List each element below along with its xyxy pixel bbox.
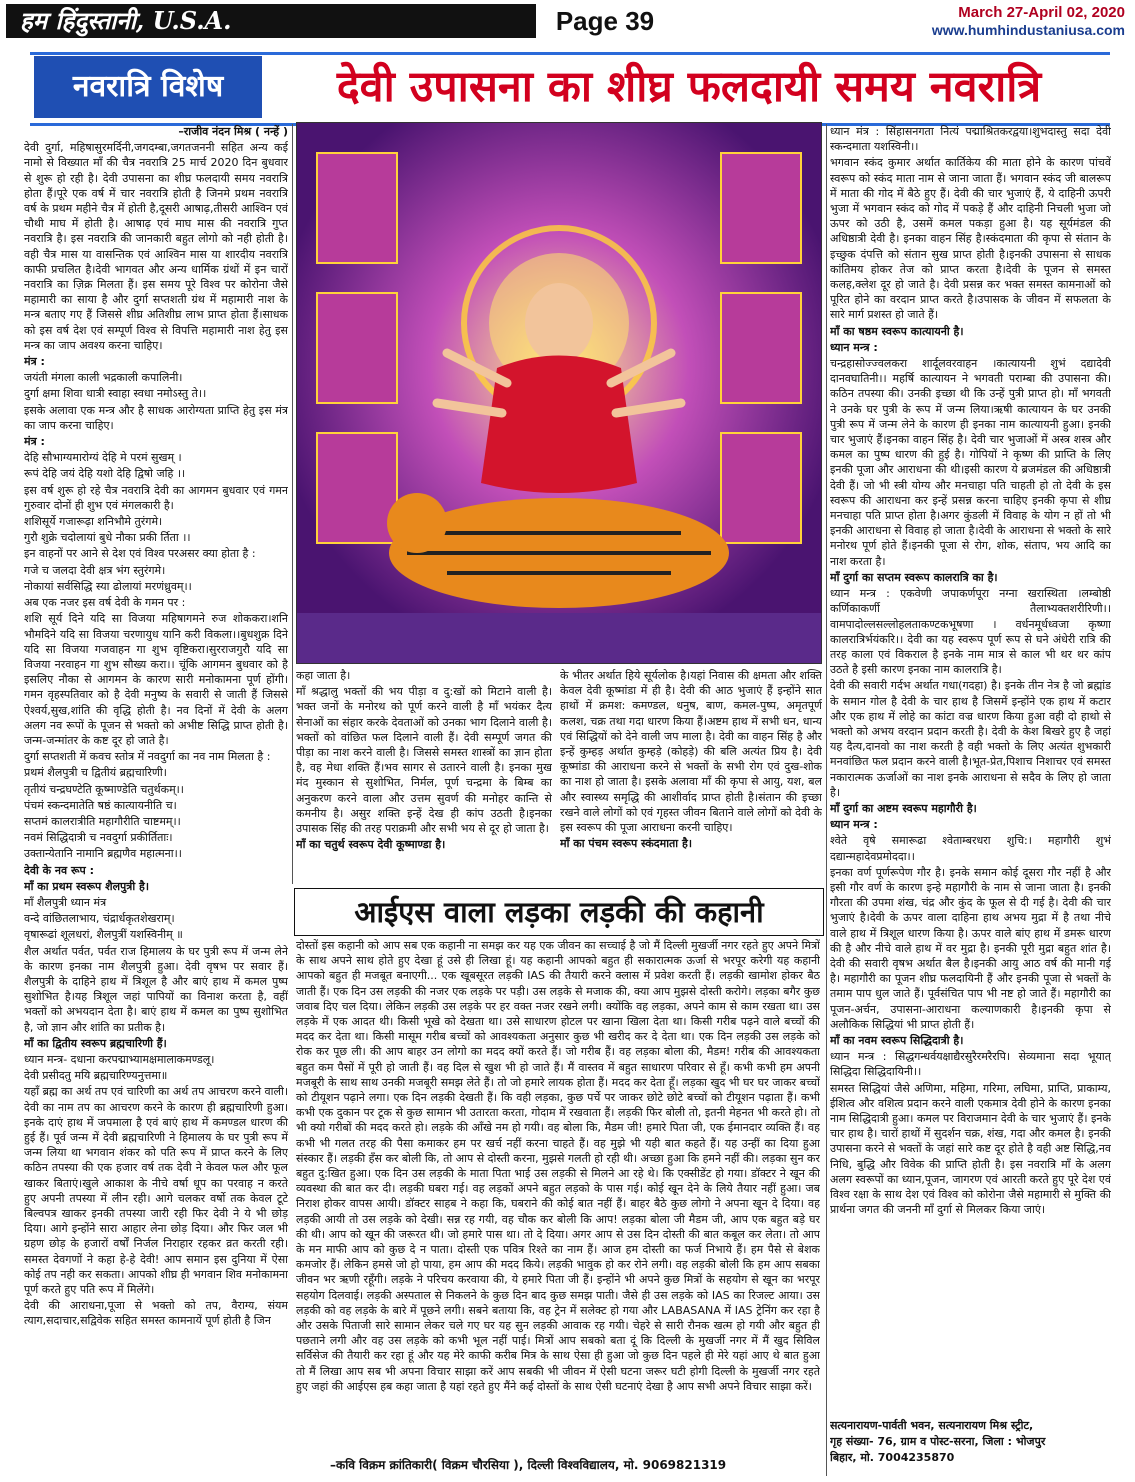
paragraph: नवमं सिद्धिदात्री च नवदुर्गा प्रकीर्तिताः। [24,831,173,845]
paragraph: यहाँ ब्रह्म का अर्थ तप एवं चारिणी का अर्थ तप आचरण करने वाली। देवी का नाम तप का आचरण करने के कारण ही ब्रह्मचारिणी हुआ। इनके दाएं हाथ में जपमाला है एवं बाएं हाथ में कमण्डल धारण की हुई हैं। पूर्व जन्म में देवी ब्रह्मचारिणी ने हिमालय के घर पुत्री रूप में जन्म लिया था भगवान शंकर को पति रूप में प्राप्त करने के लिए कठिन तपस्या की एक हजार वर्ष तक देवी ने केवल फल और फूल खाकर बिताएं।खुले आकाश के नीचे वर्षा धूप का परवाह न करते हुए अपनी तपस्या में लीन रही। आगे चलकर वर्षो तक केवल टूटे बिल्वपत्र खाकर इनकी तपस्या जारी रही फिर देवी ने ये भी छोड़ दिया। आगे इन्होंने सारा आहार लेना छोड़ दिया। और फिर जल भी ग्रहण छोड़ के हजारों वर्षों निर्जल निराहार रहकर व्रत करती रही।समस्त देवगणों ने कहा हे-हे देवी! आप समान इस दुनिया में ऐसा कोई तप नही कर सकता। आपको शीघ्र ही भगवान शिव मनोकामना पूर्ण करते हुए पति रूप में मिलेंगे। [24,1085,288,1297]
paragraph: शैल अर्थात पर्वत, पर्वत राज हिमालय के घर पुत्री रूप में जन्म लेने के कारण इनका नाम शैलपुत्री हुआ। देवी वृषभ पर सवार हैं। शैलपुत्री के दाहिने हाथ में त्रिशूल है और बाएं हाथ में कमल पुष्प सुशोभित है।यह त्रिशूल जहां पापियों का विनाश करता है, वहीं भक्तों को अभयदान देता है। बाएं हाथ में कमल का पुष्प सुशोभित है, जो ज्ञान और शांति का प्रतीक है। [24,944,288,1034]
paragraph: माँ का प्रथम स्वरूप शैलपुत्री है। [24,879,150,893]
paragraph: चन्द्रहासोज्ज्वलकरा शार्दूलवरवाहन ।कात्यायनी शुभं दद्यादेवी दानवघातिनी।। महर्षि कात्यायन ने भगवती पराम्बा की उपासना की। कठिन तपस्या की। उनकी इच्छा थी कि उन्हें पुत्री प्राप्त हो। माँ भगवती ने उनके घर पुत्री के रूप में जन्म लिया।ऋषी कात्यायन के घर उनकी पुत्री रूप में जन्म लेने के कारण ही इनका नाम कात्यायनी हुआ। इनकी चार भुजाएं हैं।इनका वाहन सिंह है। देवी चार भुजाओं में अस्त्र शस्त्र और कमल का पुष्प धारण की हुई है। गोपियों ने कृष्ण की प्राप्ति के लिए इनकी पूजा और आराधना की थी।इसी कारण ये ब्रजमंडल की अधिष्ठात्री देवी हैं। जो भी स्त्री योग्य और मनचाहा पति चाहती हो तो देवी के इस स्वरूप की आराधना कर इन्हें प्रसन्न करना चाहिए इनकी कृपा से शीघ्र मनचाहा पति प्राप्त होता है।अगर कुंडली में विवाह के योग न हों तो भी इनकी आराधना से विवाह हो जाता है।देवी के आराधना से भक्तो के सारे मनोरथ पूर्ण होते हैं।इनकी पूजा से रोग, शोक, संताप, भय आदि का नाश करता है। [830,357,1111,568]
section-label: नवरात्रि विशेष [34,56,262,118]
page-headline: देवी उपासना का शीघ्र फलदायी समय नवरात्रि [336,62,1042,112]
paragraph: माँ दुर्गा का अष्टम स्वरूप महागौरी है। [830,801,977,815]
paragraph: नोकायां सर्वसिद्धि स्या ढोलायां मरणंध्रुवम्।। [24,579,192,593]
paragraph: बिहार, मो. 7004235870 [830,1451,955,1465]
paragraph: मंत्र : [24,435,45,449]
story-signature: –कवि विक्रम क्रांतिकारी( विक्रम चौरसिया ), दिल्ली विश्वविद्यालय, मो. 9069821319 [330,1458,727,1472]
paragraph: इसके अलावा एक मन्त्र और है साधक आरोग्यता प्राप्ति हेतु इस मंत्र का जाप करना चाहिए। [24,403,288,432]
story-body [296,938,820,1454]
paragraph: शशि सूर्य दिने यदि सा विजया महिषागमने रुज शोककरा।शनि भौमदिने यदि सा विजया चरणायुध यानि करी विकला।।बुधशुक्र दिने यदि सा विजया गजवाहन गा शुभ वृष्टिकरा।सुरराजगुरौ यदि सा विजया नरवाहन गा शुभ सौख्य करा।। चूंकि आगमन बुधवार को है इसलिए नौका से आगमन के कारण सारी मनोकामना पूर्ण होंगी। गमन वृहस्पतिवार को है देवी मनुष्य के सवारी से जाती हैं जिससे ऐश्वर्य,सुख,शांति की वृद्धि होती है। नव दिनों में देवी के अलग अलग नव रूपों के पूजन से भक्तो को अभीष्ट सिद्धि प्राप्त होती है।जन्म-जन्मांतर के कष्ट दूर हो जाते है। [24,612,288,747]
paragraph: शशिसूर्ये गजारूढ़ा शनिभौमे तुरंगमे। [24,515,163,529]
paragraph: वृषारूढां शूलधरां, शैलपुत्रीं यशस्विनीम् ॥ [24,928,183,942]
article-author: –राजीव नंदन मिश्र ( नन्हें ) [178,125,288,138]
paragraph: माँ दुर्गा का सप्तम स्वरूप कालरात्रि का है। [830,570,998,584]
paragraph: अब एक नजर इस वर्ष देवी के गमन पर : [24,596,186,610]
paragraph: सप्तमं कालरात्रीति महागौरीति चाष्टमम्।। [24,814,181,828]
article-column-2-bottom [296,668,552,882]
paragraph: ध्यान मन्त्र : [830,340,878,354]
story-text: दोस्तों इस कहानी को आप सब एक कहानी ना समझ कर यह एक जीवन का सच्चाई है जो मैं दिल्ली मुखर्जी नगर रहते हुए अपने मित्रों के साथ अपने साथ होते हुए देखा हूं उसे ही लिखा हूं। यह कहानी आपको बहुत ही सकारात्मक ऊर्जा से भरपूर करेगी यह कहानी आपको बहुत ही मजबूत बनाएगी... एक खूबसूरत लड़की IAS की तैयारी करने क्लास में प्रवेश करती हैं। लड़की खामोश होकर बैठ जाती हैं। एक दिन उस लड़की की नजर एक लड़के पर पड़ी। उस लड़के से मजाक की, क्या आप मुझसे दोस्ती करोगे। लड़का बगैर कुछ जवाब दिए चल दिया। लेकिन लड़की उस लड़के पर हर वक्त नजर रखने लगी। क्योंकि वह लड़का, अपने काम से काम रखता था। उस लड़के में एक आदत थी। किसी भूखे को देखता था। उसे साधारण होटल पर खाना खिला देता था। किसी गरीब पढ़ने वाले बच्चों की मदद कर देता था। किसी मासूम गरीब बच्चों को आवश्यकता अनुसार कुछ भी खरीद कर दे देता था। एक दिन लड़की उस लड़के को रोक कर पूछ ली। की आप बाहर उन लोगो का मदद क्यों करते हैं। जो गरीब हैं। वह लड़का बोला की, मैडम! गरीब की आवश्यकता बहुत कम पैसों में पूरी हो जाती हैं। वह दिल से खुश भी हो जाते हैं। मैं वास्तव में बहुत साधारण परिवार से हूँ। कभी कभी हम अपनी मजबूरी के साथ साथ उनकी मजबूरी समझ लेते हैं। तो जो हमारे लायक होता हैं। मदद कर देता हूँ। लड़का खुद भी घर घर जाकर बच्चों को टीयूशन पढ़ाने लगा। एक दिन लड़की देखती हैं। कि वही लड़का, कुछ पर्चे पर जाकर छोटे छोटे बच्चों को टीयूशन पढ़ाता हैं। कभी कभी एक दुकान पर टूक से कुछ सामान भी उतारता करता, गोदाम में रखवाता हैं। लड़की फिर बोली तो, इतनी मेहनत भी करते हो। तो भी क्यो गरीबों की मदद करते हो। लड़के की आँखे नम हो गयी। वह बोला कि, मैडम जी! हमारे पिता जी, एक ईमानदार व्यक्ति हैं। वह कभी भी गलत तरह की पैसा कमाकर हम पर खर्च नहीं करना चाहते हैं। वह मुझे भी यही बात कहते हैं। यह उन्हीं का दिया हुआ संस्कार हैं। लड़की हँस कर बोली कि, तो आप से दोस्ती करना, मुझसे गलती हो रही थी। अच्छा हुआ कि हमने नहीं की। लड़का सुन कर बहुत दु:खित हुआ। एक दिन उस लड़की के माता पिता भाई उस लड़की से मिलने आ रहे थे। कि एक्सीडेंट हो गया। डॉक्टर ने खून की व्यवस्था की बात कर दी। लड़की घबरा गई। वह लड़कों अपने बहुत लड़को के पास गई। कोई खून देने के लिये तैयार नहीं हुआ। जब निराश होकर वापस आयी। डॉक्टर साहब ने कहा कि, घबराने की कोई बात नहीं हैं। बाहर बैठे कुछ लोगो ने अपना खून दे दिया। वह लड़की आयी तो उस लड़के को देखी। सन्न रह गयी, वह चौक कर बोली कि आप! लड़का बोला जी मैडम जी, आप एक बहुत बड़े घर की थी। आप को खून की जरूरत थी। जो हमारे पास था। तो दे दिया। अगर आप से उस दिन दोस्ती की बात कबूल कर लेता। तो आप के मन माफी आप को कुछ दे न पाता। दोस्ती एक पवित्र रिश्ते का नाम हैं। आज हम दोस्ती का फर्ज निभाये हैं। हम पैसे से बेशक कमजोर हैं। लेकिन हमसे जो हो पाया, हम आप की मदद किये। लड़की भावुक हो कर रोने लगी। वह लड़की बोली कि हम आप सबका जीवन भर ऋणी रहूँगी। लड़के ने परिचय करवाया की, ये हमारे पिता जी हैं। इन्होंने भी अपने कुछ मित्रों के सहयोग से खून का भरपूर सहयोग दिलवाई। लड़की अस्पताल से निकलने के कुछ दिन बाद कुछ समझ पाती। जैसे ही उस लड़के को IAS का रिजल्ट आया। उस लड़की को वह लड़के के बारे में पूछने लगी। सबने बताया कि, वह ट्रेन में सलेक्ट हो गया और LABASANA में IAS ट्रेनिंग कर रहा है और उसके पिताजी सारे सामान लेकर चले गए घर यह सुन लड़की आवाक रह गयी। चेहरे से सारी रौनक खत्म हो गयी और बहुत ही पछताने लगी और वह उस लड़के को कभी भूल नहीं पाई। मित्रों आप सबको बता दूं कि दिल्ली के मुखर्जी नगर में मैं खुद सिविल सर्विसेज की तैयारी कर रहा हूं और यह मेरे काफी करीब मित्र के साथ ऐसा ही हुआ जो कुछ दिन पहले ही मेरे यहां आए थे बात हुआ तो मैं लिखा आप सब भी अपना विचार साझा करें आप सबकी भी जीवन में ऐसी घटना जरूर घटी होगी दिल्ली के मुखर्जी नगर रहते हुए जहां की आईएस हब कहा जाता है यहां रहते हुए मैंने कई दोस्तों के साथ ऐसी घटनाएं देखा है आप सभी अपने विचार साझा करें। [296,939,820,1393]
page-number: Page 39 [555,6,655,36]
paragraph: सत्यनारायण-पार्वती भवन, सत्यनारायण मिश्र स्ट्रीट, [830,1419,1034,1432]
paragraph: माँ का षष्ठम स्वरूप कात्यायनी है। [830,324,964,338]
article-column-3-bottom [560,668,822,882]
paragraph: इन वाहनों पर आने से देश एवं विश्व परअसर क्या होता है : [24,547,256,561]
paragraph: जयंती मंगला काली भद्रकाली कपालिनी। [24,371,183,385]
paragraph: इस वर्ष शुरू हो रहे चैत्र नवरात्रि देवी का आगमन बुधवार एवं गमन गुरुवार दोनों ही शुभ एवं मंगलकारी है। [24,483,288,512]
paragraph: ध्यान मंत्र : सिंहासनगता नित्यं पद्माश्रितकरद्वया।शुभदास्तु सदा देवी स्कन्दमाता यशस्विनी।। [830,125,1111,154]
paragraph: माँ का चतुर्थ स्वरूप देवी कूष्माण्डा है। [296,838,446,852]
paragraph: माँ का पंचम स्वरूप स्कंदमाता है। [560,837,692,851]
paragraph: गजे च जलदा देवी क्षत्र भंग स्तुरंगमे। [24,563,166,577]
paragraph: रूपं देहि जयं देहि यशो देहि द्विषो जहि ।। [24,467,186,481]
issue-date: March 27-April 02, 2020 [958,4,1125,21]
column-rule [292,124,293,884]
paragraph: समस्त सिद्धियां जैसे अणिमा, महिमा, गरिमा, लघिमा, प्राप्ति, प्राकाम्य, ईशित्व और वशित्व प्रदान करने वाली एकमात्र देवी होने के कारण इनका नाम सिद्धिदात्री हुआ। कमल पर विराजमान देवी के चार भुजाएं हैं। इनके चार हाथ है। चारों हाथों में सुदर्शन चक्र, शंख, गदा और कमल है। इनकी उपासना करने से भक्तों के जहां सारे कष्ट दूर होते है वही अष्ट सिद्धि,नव निधि, बुद्धि और विवेक की प्राप्ति होती है। इस नवरात्रि माँ के अलग अलग स्वरूपों का ध्यान,पूजन, जागरण एवं आरती करते हुए पूरे देश एवं विश्व रक्षा के साथ देश एवं विश्व को कोरोना जैसे महामारी से मुक्ति की प्रार्थना जगत की जननी माँ दुर्गा से मिलकर किया जाएं। [830,1081,1111,1217]
paragraph: देवी की आराधना,पूजा से भक्तो को तप, वैराग्य, संयम त्याग,सदाचार,सद्विवेक सहित समस्त कामनायें पूर्ण होती है जिन [24,1299,288,1328]
paragraph: तृतीयं चन्द्रघण्टेति कूष्माण्डेति चतुर्थकम्।। [24,782,184,796]
paragraph: इनका वर्ण पूर्णरूपेण गौर है। इनके समान कोई दूसरा गौर नहीं है और इसी गौर वर्ण के कारण इन्हे महागौरी के नाम से जाना जाता है। इनकी गौरता की उपमा शंख, चंद्र और कुंद के फूल से दी गई है। देवी की चार भुजाएं है।देवी के ऊपर वाला दाहिना हाथ अभय मुद्रा में है तथा नीचे वाले हाथ में त्रिशूल धारण किया है। ऊपर वाले बांए हाथ में डमरू धारण की है और नीचे वाले हाथ में वर मुद्रा है। इनकी पूरी मुद्रा बहुत शांत है। देवी की सवारी वृषभ अर्थात बैल है।इनकी आयु आठ वर्ष की मानी गई है। महागौरी का पूजन शीघ्र फलदायिनी हैं और इनकी पूजा से भक्तों के तमाम पाप धुल जाते हैं। पूर्वसंचित पाप भी नष्ट हो जाते हैं। महागौरी का पूजन-अर्चन, उपासना-आराधना कल्याणकारी है।इनकी कृपा से अलौकिक सिद्धियां भी प्राप्त होती हैं। [830,865,1111,1031]
paragraph: कहा जाता है। [296,669,351,682]
paragraph: देवी की सवारी गर्दभ अर्थात गधा(गदहा) है। इनके तीन नेत्र है जो ब्रह्मांड के समान गोल है देवी के चार हाथ है जिसमें इन्होंने एक हाथ में कटार और एक हाथ में लोहे का कांटा वज्र धारण किया हुआ वही दो हाथो से भक्तो को अभय वरदान प्रदान करती है। देवी के केश बिखरे हुए है जहां यह दैत्य,दानवो का नाश करती है वही भक्तो के लिए अत्यंत शुभकारी मनवांछित फल प्रदान करने वाली है।भूत-प्रेत,पिशाच निशाचर एवं समस्त नकारात्मक ऊर्जाओं का नाश इनके आराधना से सदैव के लिए हो जाता है। [830,679,1111,799]
paragraph: दुर्गा सप्तशती में कवच स्तोत्र में नवदुर्गा का नव नाम मिलता है : [24,750,271,764]
paragraph: देवी के नव रूप : [24,863,94,877]
paragraph: उक्तान्येतानि नामानि ब्रह्मणैव महात्मना।। [24,847,182,861]
paragraph: माँ का द्वितीय स्वरूप ब्रह्मचारिणी हैं। [24,1036,167,1050]
site-url[interactable]: www.humhindustaniusa.com [931,22,1125,38]
masthead-brand: हम हिंदुस्तानी, U.S.A. [6,4,536,38]
paragraph: प्रथमं शैलपुत्री च द्वितीयं ब्रह्मचारिणी। [24,766,167,780]
paragraph: पंचमं स्कन्दमातेति षष्ठं कात्यायनीति च। [24,798,177,812]
paragraph: ध्यान मन्त्र : एकवेणी जपाकर्णपूरा नग्ना खरास्थिता ।लम्बोष्ठी कर्णिकाकर्णी तैलाभ्यक्तशरीरिणी।। वामपादोल्लसल्लोहलताकण्टकभूषणा । वर्धनमूर्धध्वजा कृष्णा कालरात्रिर्भयंकरि।। देवी का यह स्वरूप पूर्ण रूप से घने अंधेरी रात्रि की तरह काला एवं विकराल है इनके नाम मात्र से काल भी थर थर कांप उठते है इसी कारण इनका नाम कालरात्रि है। [830,587,1111,677]
paragraph: माँ श्रद्धालु भक्तों की भय पीड़ा व दु:खों को मिटाने वाली है। भक्त जनों के मनोरथ को पूर्ण करने वाली है माँ भयंकर दैत्य सेनाओं का संहार करके देवताओं को उनका भाग दिलाने वाली है। भक्तों को वांछित फल दिलाने वाली हैं। देवी सम्पूर्ण जगत की पीड़ा का नाश करने वाली है। जिससे समस्त शास्त्रों का ज्ञान होता है, वह मेधा शक्ति हैं।भव सागर से उतारने वाली है। इनका मुख मंद मुस्कान से सुशोभित, निर्मल, पूर्ण चन्द्रमा के बिम्ब का अनुकरण करने वाला और उत्तम सुवर्ण की मनोहर कान्ति से कमनीय है। असुर शक्ति इन्हें देख ही कांप उठती है।इनका उपासक सिंह की तरह पराक्रमी और सभी भय से दूर हो जाता है। [296,685,552,836]
article-column-1 [24,124,288,1476]
paragraph: श्वेते वृषे समारूढा श्वेताम्बरधरा शुचि:। महागौरी शुभं दद्यान्महादेवप्रमोददा।। [830,834,1111,863]
paragraph: माँ शैलपुत्री ध्यान मंत्र [24,895,107,909]
article-column-4 [830,124,1111,1414]
paragraph: वन्दे वांछितलाभाय, चंद्रार्धकृतशेखराम्। [24,912,175,926]
paragraph: के भीतर अर्थात हिये सूर्यलोक है।यहां निवास की क्षमता और शक्ति केवल देवी कूष्मांडा में ही है। देवी की आठ भुजाएं हैं इन्होंने सात हाथों में क्रमश: कमण्डल, धनुष, बाण, कमल-पुष्प, अमृतपूर्ण कलश, चक्र तथा गदा धारण किया हैं।अष्टम हाथ में सभी धन, धान्य एवं सिद्धियों को देने वाली जप माला है। देवी का वाहन सिंह है और इन्हें कुम्हड़ अर्थात कुम्हड़े (कोहड़े) की बलि अत्यंत प्रिय है। देवी कूष्मांडा की आराधना करने से भक्तों के सभी रोग एवं दुख-शोक का नाश हो जाता है। इसके अलावा माँ की कृपा से आयु, यश, बल और स्वास्थ्य समृद्धि की आशीर्वाद प्राप्त होती है।संतान की इच्छा रखने वाले लोगों को एवं गृहस्त जीवन बिताने वाले लोगों को देवी के इस स्वरूप की पूजा आराधना करनी चाहिए। [560,669,822,835]
paragraph: ध्यान मन्त्र : सिद्धगन्धर्वयक्षाद्यैरसुरैरमरैरपि। सेव्यमाना सदा भूयात् सिद्धिदा सिद्धिदायिनी।। [830,1050,1111,1079]
paragraph: ध्यान मन्त्र : [830,818,878,832]
paragraph: देवी दुर्गा, महिषासुरमर्दिनी,जगदम्बा,जगतजननी सहित अन्य कई नामो से विख्यात माँ की चैत्र नवरात्रि 25 मार्च 2020 दिन बुधवार से शुरू हो रही है। देवी उपासना का शीघ्र फलदायी समय नवरात्रि होता हैं।पूरे एक वर्ष में चार नवरात्रि होती है जिनमे प्रथम नवरात्रि वर्ष के प्रथम महीने चैत्र में होती है,दूसरी आषाढ़,तीसरी आश्विन एवं चौथी माघ में होती है। आषाढ़ एवं माघ मास की नवरात्रि गुप्त नवरात्रि है। इस नवरात्रि की जानकारी बहुत लोगो को नही होती है।वही चैत्र मास या वासन्तिक एवं आश्विन मास या शारदीय नवरात्रि काफी प्रचलित है।देवी भागवत और अन्य धार्मिक ग्रंथों में इन चारों नवरात्रि का ज़िक्र मिलता हैं। इस समय पूरे विश्व पर कोरोना जैसे महामारी का साया है और दुर्गा सप्तशती ग्रंथ में महामारी नाश के मन्त्र बताए गए हैं जिससे शीघ्र अतिशीघ्र लाभ प्राप्त होता हैं।साधक को इस वर्ष देश एवं सम्पूर्ण विश्व से विपत्ति महामारी नाश हेतु इस मन्त्र का जाप अवश्य करना चाहिए। [24,141,288,352]
paragraph: गृह संख्या- 76, ग्राम व पोस्ट-सरना, जिला : भोजपुर [830,1435,1046,1449]
paragraph: देवी प्रसीदतु मयि ब्रह्मचारिण्यनुत्तमा॥ [24,1069,168,1083]
paragraph: देहि सौभाग्यमारोग्यं देहि मे परमं सुखम् । [24,451,182,465]
paragraph: माँ का नवम स्वरूप सिद्धिदात्री है। [830,1033,964,1047]
paragraph: गुरौ शुक्रे चदोलायां बुधे नौका प्रकी र्तिता ।। [24,531,191,545]
author-address [830,1418,1111,1478]
durga-painting-icon [296,122,822,664]
paragraph: मंत्र : [24,355,45,369]
paragraph: दुर्गा क्षमा शिवा धात्री स्वाहा स्वधा नमोऽस्तु ते।। [24,387,207,401]
paragraph: ध्यान मन्त्र- दधाना करपद्माभ्यामक्षमालाकमण्डलू। [24,1052,215,1066]
column-rule [826,124,827,1476]
paragraph: भगवान स्कंद कुमार अर्थात कार्तिकेय की माता होने के कारण पांचवें स्वरूप को स्कंद माता नाम से जाना जाता हैं। भगवान स्कंद जी बालरूप में माता की गोद में बैठे हुए हैं। देवी की चार भुजाएं हैं, ये दाहिनी ऊपरी भुजा में भगवान स्कंद को गोद में पकड़े हैं और दाहिनी निचली भुजा जो ऊपर को उठी है, उसमें कमल पकड़ा हुआ है। यह सूर्यमंडल की अधिष्ठात्री देवी है। इनका वाहन सिंह है।स्कंदमाता की कृपा से संतान के इच्छुक दंपत्ति को संतान सुख प्राप्त होती है।इनकी उपासना से साधक कांतिमय होकर तेज को प्राप्त करता है।देवी के पूजन से समस्त कलह,क्लेश दूर हो जाते है। देवी प्रसन्न कर भक्त समस्त कामनाओं को पूरित होने का वरदान प्राप्त करते है।उपासक के जीवन में सफलता के सारे मार्ग प्रशस्त हो जाते हैं। [830,156,1111,322]
story-title: आईएस वाला लड़का लड़की की कहानी [294,888,824,936]
